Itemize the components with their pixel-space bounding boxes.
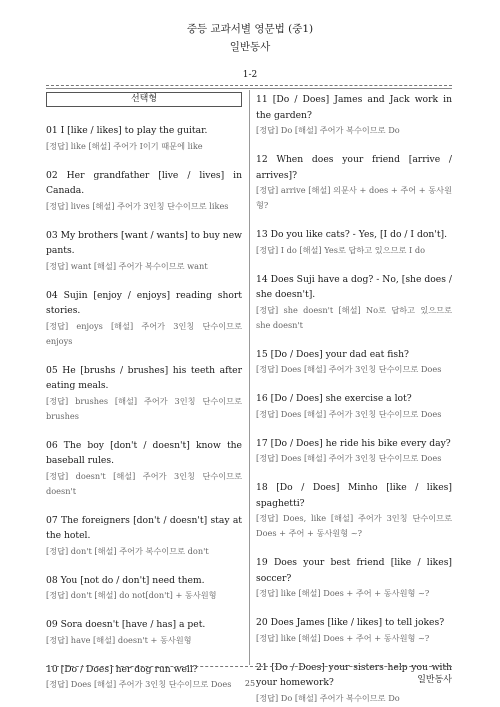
question-text: 04 Sujin [enjoy / enjoys] reading short stories.	[46, 289, 242, 316]
question-text: 09 Sora doesn't [have / has] a pet.	[46, 619, 206, 630]
question-item	[256, 555, 452, 601]
question-item	[256, 227, 452, 258]
page-number: 25	[244, 679, 256, 688]
answer-text: [정답] she doesn't [해설] No로 답하고 있으므로 she doesn't	[256, 304, 452, 330]
question-text: 16 [Do / Does] she exercise a lot?	[256, 393, 412, 404]
section-number: 1-2	[242, 70, 258, 80]
answer-text: [정답] Do [해설] 주어가 복수이므로 Do	[256, 692, 400, 703]
question-text: 15 [Do / Does] your dad eat fish?	[256, 348, 409, 360]
question-item	[256, 272, 452, 333]
section-label: 선택형	[46, 92, 242, 107]
question-item	[46, 168, 242, 214]
answer-text: [정답] don't [해설] do not[don't] + 동사원형	[46, 590, 217, 600]
question-item	[46, 617, 242, 648]
header-rule-dashed	[46, 85, 452, 86]
answer-text: [정답] want [해설] 주어가 복수이므로 want	[46, 260, 208, 271]
page-header	[0, 22, 500, 81]
question-item	[46, 438, 242, 499]
question-item	[256, 436, 452, 467]
question-item	[46, 513, 242, 559]
question-item	[46, 363, 242, 424]
question-item	[46, 228, 242, 274]
answer-text: [정답] have [해설] doesn't + 동사원형	[46, 634, 192, 645]
question-item	[256, 152, 452, 213]
document-title: 중등 교과서별 영문법 (중1)	[186, 23, 314, 35]
answer-text: [정답] arrive [해설] 의문사 + does + 주어 + 동사원형?	[256, 185, 452, 210]
question-text: 07 The foreigners [don't / doesn't] stay at the hotel.	[46, 514, 242, 541]
question-item	[256, 480, 452, 541]
question-item	[46, 288, 242, 349]
answer-text: [정답] lives [해설] 주어가 3인칭 단수이므로 likes	[46, 200, 229, 211]
question-text: 10 [Do / Does] her dog run well?	[46, 663, 198, 675]
column-divider	[249, 90, 250, 665]
left-column	[46, 92, 242, 706]
question-text: 18 [Do / Does] Minho [like / likes] spaghetti?	[256, 482, 452, 509]
header-rule-solid	[46, 88, 452, 89]
answer-text: [정답] don't [해설] 주어가 복수이므로 don't	[46, 545, 209, 556]
question-text: 12 When does your friend [arrive / arrives]?	[256, 154, 452, 181]
footer-rule-dashed	[46, 666, 452, 667]
footer-label: 일반동사	[417, 675, 452, 685]
question-item	[256, 615, 452, 646]
answer-text: [정답] brushes [해설] 주어가 3인칭 단수이므로 brushes	[46, 395, 242, 421]
question-text: 13 Do you like cats? - Yes, [I do / I don't].	[256, 229, 448, 240]
answer-text: [정답] Do [해설] 주어가 복수이므로 Do	[256, 125, 400, 135]
question-text: 17 [Do / Does] he ride his bike every day?	[256, 437, 451, 449]
question-text: 02 Her grandfather [live / lives] in Canada.	[46, 169, 242, 196]
answer-text: [정답] Does [해설] 주어가 3인칭 단수이므로 Does	[256, 364, 442, 374]
question-text: 14 Does Suji have a dog? - No, [she does / she doesn't].	[256, 273, 452, 300]
answer-text: [정답] Does [해설] 주어가 3인칭 단수이므로 Does	[256, 453, 442, 463]
question-text: 03 My brothers [want / wants] to buy new pants.	[46, 229, 242, 256]
question-item	[256, 347, 452, 378]
question-text: 08 You [not do / don't] need them.	[46, 574, 205, 586]
question-text: 01 I [like / likes] to play the guitar.	[46, 125, 208, 136]
answer-text: [정답] Does [해설] 주어가 3인칭 단수이므로 Does	[256, 408, 442, 419]
question-text: 06 The boy [don't / doesn't] know the baseball rules.	[46, 439, 242, 466]
answer-text: [정답] doesn't [해설] 주어가 3인칭 단수이므로 doesn't	[46, 470, 242, 496]
right-column	[256, 92, 452, 707]
question-text: 11 [Do / Does] James and Jack work in the garden?	[256, 94, 452, 121]
answer-text: [정답] Does [해설] 주어가 3인칭 단수이므로 Does	[46, 679, 232, 689]
answer-text: [정답] like [해설] 주어가 I이기 때문에 like	[46, 140, 203, 151]
answer-text: [정답] enjoys [해설] 주어가 3인칭 단수이므로 enjoys	[46, 320, 242, 346]
question-text: 21 [Do / Does] your sisters help you with your homework?	[256, 661, 452, 688]
question-item	[256, 92, 452, 138]
question-text: 05 He [brushs / brushes] his teeth after eating meals.	[46, 364, 242, 391]
document-subtitle: 일반동사	[229, 41, 271, 53]
question-text: 20 Does James [like / likes] to tell jokes?	[256, 617, 445, 628]
question-item	[256, 391, 452, 422]
question-item	[46, 123, 242, 154]
answer-text: [정답] like [해설] Does + 주어 + 동사원형 ~?	[256, 632, 430, 643]
question-text: 19 Does your best friend [like / likes] soccer?	[256, 557, 452, 584]
answer-text: [정답] Does, like [해설] 주어가 3인칭 단수이므로 Does + 주어 + 동사원형 ~?	[256, 513, 452, 538]
answer-text: [정답] like [해설] Does + 주어 + 동사원형 ~?	[256, 588, 430, 598]
question-item	[46, 573, 242, 604]
answer-text: [정답] I do [해설] Yes로 답하고 있으므로 I do	[256, 244, 426, 255]
